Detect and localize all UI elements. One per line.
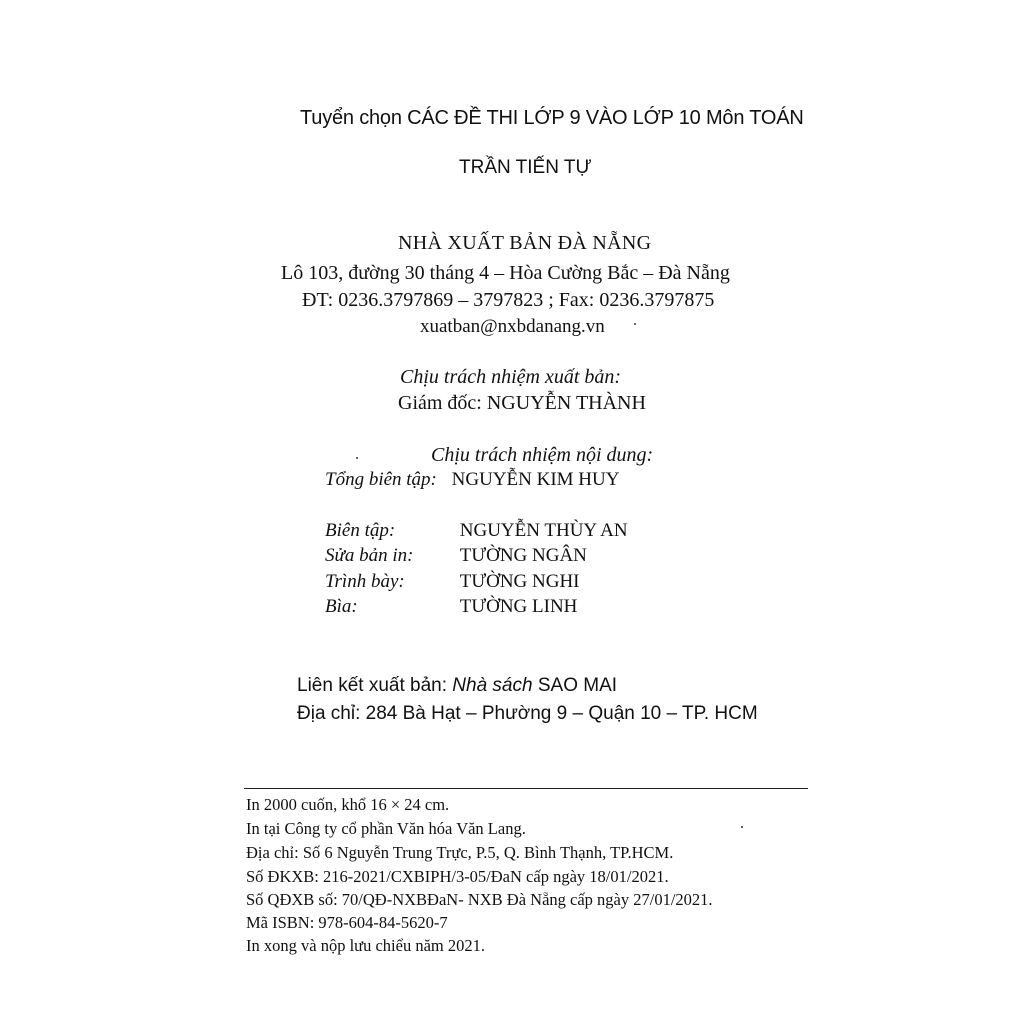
book-author: TRẦN TIẾN TỰ: [459, 157, 592, 178]
responsibility-publishing-label: Chịu trách nhiệm xuất bản:: [400, 366, 622, 388]
publisher-email: xuatban@nxbdanang.vn: [420, 316, 605, 337]
publisher-address: Lô 103, đường 30 tháng 4 – Hòa Cường Bắc – Đà Nẵng: [281, 262, 730, 284]
staff-name: TƯỜNG NGHI: [459, 571, 580, 592]
staff-row: [325, 596, 577, 618]
association-partner-type: Nhà sách: [452, 675, 533, 696]
association-line: [297, 675, 617, 697]
print-speck: [741, 826, 743, 828]
association-partner-name: SAO MAI: [537, 675, 618, 696]
chief-editor-label: Tổng biên tập:: [325, 469, 437, 490]
imprint-line: In 2000 cuốn, khổ 16 × 24 cm.: [246, 795, 450, 814]
imprint-line: Số QĐXB số: 70/QĐ-NXBĐaN- NXB Đà Nẵng cấp ngày 27/01/2021.: [246, 890, 713, 909]
staff-name: NGUYỄN THÙY AN: [459, 520, 628, 541]
staff-role: Biên tập:: [325, 520, 396, 541]
staff-name: TƯỜNG LINH: [459, 596, 578, 617]
staff-role: Bìa:: [325, 596, 358, 617]
chief-editor-name: NGUYỄN KIM HUY: [451, 469, 620, 490]
staff-row: [325, 520, 628, 542]
publisher-name: NHÀ XUẤT BẢN ĐÀ NẴNG: [398, 232, 652, 254]
staff-row: [325, 545, 587, 567]
imprint-line: Địa chỉ: Số 6 Nguyễn Trung Trực, P.5, Q. Bình Thạnh, TP.HCM.: [246, 843, 674, 862]
print-speck: [356, 457, 358, 459]
publisher-phone-fax: ĐT: 0236.3797869 – 3797823 ; Fax: 0236.3797875: [302, 289, 715, 311]
imprint-line: Mã ISBN: 978-604-84-5620-7: [246, 913, 448, 932]
imprint-line: In tại Công ty cổ phần Văn hóa Văn Lang.: [246, 819, 526, 838]
staff-role: Trình bày:: [325, 571, 405, 592]
responsibility-publishing-value: Giám đốc: NGUYỄN THÀNH: [398, 392, 646, 414]
association-label: Liên kết xuất bản:: [297, 675, 447, 696]
responsibility-content-label: Chịu trách nhiệm nội dung:: [431, 444, 654, 466]
staff-role: Sửa bản in:: [325, 545, 414, 566]
imprint-line: In xong và nộp lưu chiểu năm 2021.: [246, 936, 485, 955]
chief-editor-row: [325, 469, 619, 491]
print-speck: [634, 323, 636, 325]
imprint-divider: [244, 788, 808, 789]
imprint-line: Số ĐKXB: 216-2021/CXBIPH/3-05/ĐaN cấp ngày 18/01/2021.: [246, 867, 669, 886]
staff-row: [325, 571, 580, 593]
association-address: Địa chỉ: 284 Bà Hạt – Phường 9 – Quận 10 – TP. HCM: [297, 703, 758, 724]
staff-name: TƯỜNG NGÂN: [459, 545, 587, 566]
book-title: Tuyển chọn CÁC ĐỀ THI LỚP 9 VÀO LỚP 10 Môn TOÁN: [300, 107, 804, 129]
